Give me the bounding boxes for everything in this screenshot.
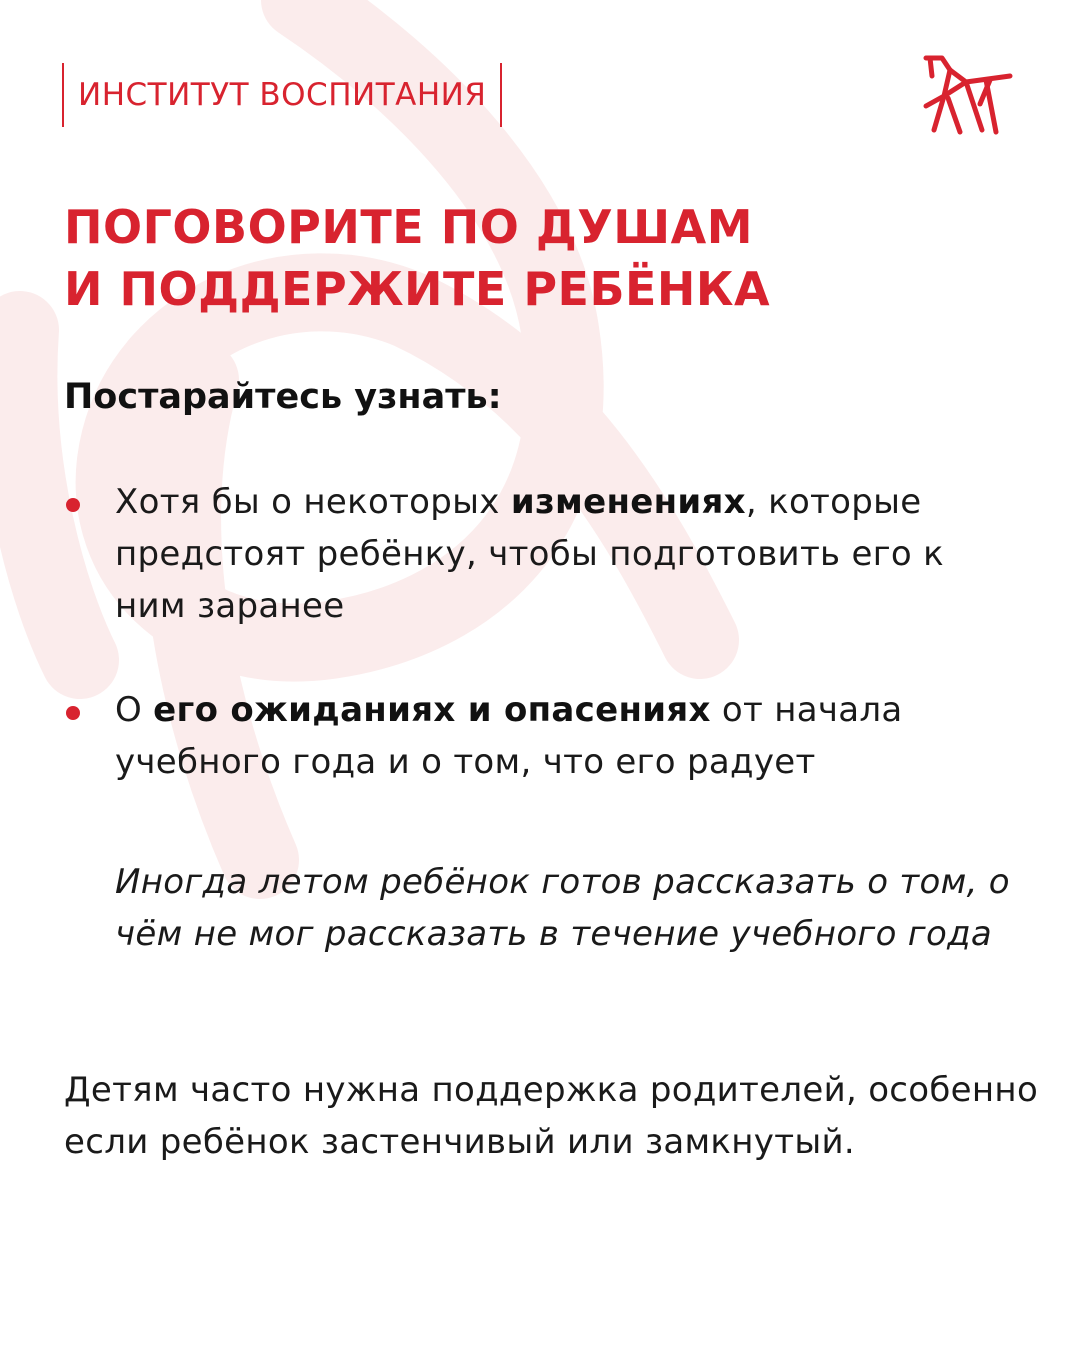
page-title-line-2: И ПОДДЕРЖИТЕ РЕБЁНКА — [64, 262, 771, 316]
bullet-dot-icon — [66, 706, 80, 720]
list-item-text-end: от начала учебного года и о том, что его радует — [115, 690, 903, 782]
horse-icon — [920, 52, 1020, 136]
list-item-emphasis: его ожиданиях и опасениях — [153, 690, 711, 730]
section-heading: Постарайтесь узнать: — [64, 377, 502, 417]
brand-right-divider — [500, 63, 502, 127]
list-item-emphasis: изменениях — [510, 482, 746, 522]
bullet-dot-icon — [66, 498, 80, 512]
list-item-text — [115, 476, 1024, 632]
closing-paragraph: Детям часто нужна поддержка родителей, особенно если ребёнок застенчивый или замкнутый. — [64, 1070, 1039, 1162]
italic-note: Иногда летом ребёнок готов рассказать о том, о чём не мог рассказать в течение учебного года — [115, 862, 1010, 954]
list-item-text-start: Хотя бы о некоторых — [115, 482, 511, 522]
page-title — [64, 196, 1024, 320]
brand-name: ИНСТИТУТ ВОСПИТАНИЯ — [78, 77, 487, 113]
list-item — [64, 684, 1024, 788]
list-item-text-end: , которые предстоят ребёнку, чтобы подготовить его к ним заранее — [115, 482, 944, 626]
brand-block — [62, 62, 502, 128]
list-item-text-start: О — [115, 690, 154, 730]
list-item — [64, 476, 1024, 632]
list-item-text — [115, 684, 1024, 788]
page-title-line-1: ПОГОВОРИТЕ ПО ДУШАМ — [64, 200, 753, 254]
